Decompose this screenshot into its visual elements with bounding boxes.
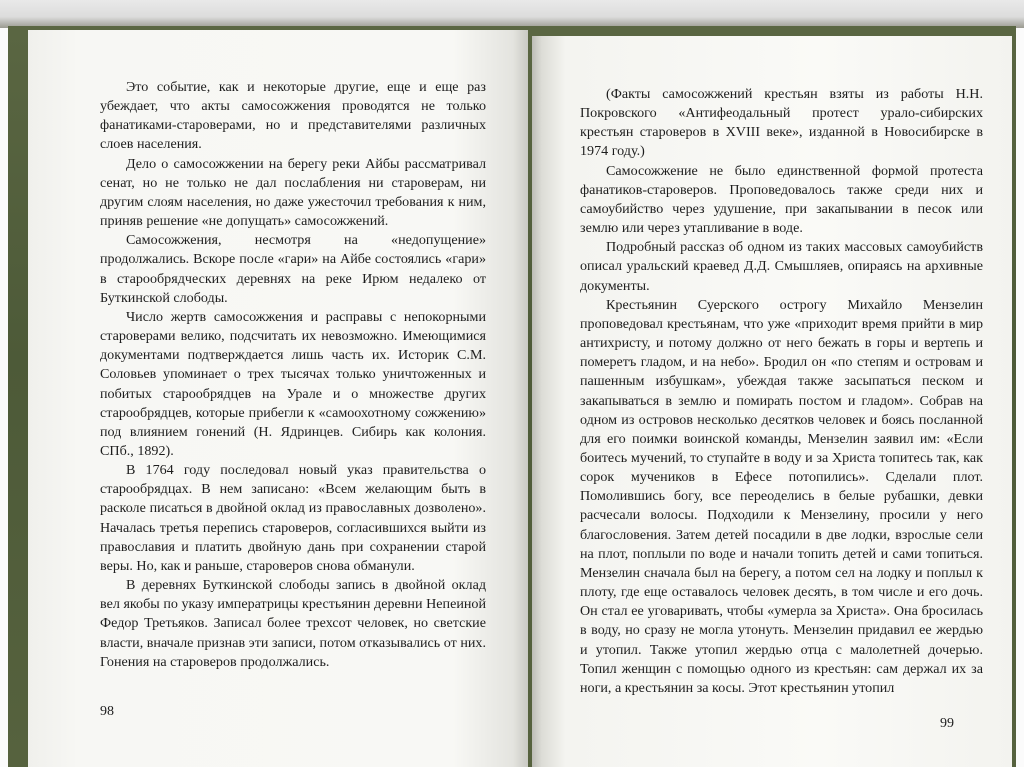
right-page [532, 36, 1012, 767]
left-paragraph-1: Это событие, как и некоторые другие, еще и еще раз убеждает, что акты самосожжения проводятся не только фанатиками-староверами, но и представителями различных слоев населения. [100, 79, 486, 153]
left-paragraph-2: Дело о самосожжении на берегу реки Айбы рассматривал сенат, но не только не дал послабления ни староверам, ни другим слоям населения, но даже ужесточил требования к ним, приняв решение «не допущать» самосожжений. [100, 155, 486, 230]
left-page-text [100, 78, 486, 672]
left-paragraph-4: Число жертв самосожжения и расправы с непокорными староверами велико, подсчитать их невозможно. Имеющимися документами подтверждается лишь часть их. Историк С.М. Соловьев упоминает о трех тысячах только уничтоженных и побитых старообрядцев на Урале и о множестве других старообрядцев, которые прибегли к «самоохотному сожжению» под влиянием гонений (Н. Ядринцев. Сибирь как колония. СПб., 1892). [100, 308, 486, 459]
left-page-number: 98 [100, 704, 114, 719]
right-paragraph-3: Подробный рассказ об одном из таких массовых самоубийств описал уральский краевед Д.Д. Смышляев, опираясь на архивные документы. [580, 239, 983, 294]
top-shadow [0, 0, 1024, 28]
left-page [28, 30, 528, 767]
right-paragraph-2: Самосожжение не было единственной формой протеста фанатиков-староверов. Проповедовалось также среди них и самоубийство через удушение, при закапывании в песок или землю или через утапливание в воде. [580, 162, 983, 237]
right-paragraph-4: Крестьянин Суерского острогу Михайло Мензелин проповедовал крестьянам, что уже «приходит время прийти в мир антихристу, и потому должно от него бежать в горы и вертепь и померетъ гладом, и на небо». Бродил он «по степям и островам и пашенным избушкам», убеждая также засыпаться песком и закапываться в землю и помирать постом и гладом». Собрав на одном из островов несколько десятков человек и боясь посланной для его поимки воинской команды, Мензелин заявил им: «Если боитесь мучений, то ступайте в воду и за Христа топитесь так, как сорок мучеников в Ефесе потопились». Сделали плот. Помолившись богу, все переоделись в белые рубашки, девки расчесали волосы. Подходили к Мензелину, просили у него благословения. Затем детей посадили в две лодки, взрослые сели на плот, поплыли по воде и начали топить детей и сами топиться. Мензелин сначала был на берегу, а потом сел на лодку и поплыл к плоту, где еще оставалось человек десять, в том числе и его дочь. Он стал ее уговаривать, чтобы «умерла за Христа». Она бросилась в воду, но сразу не могла утонуть. Мензелин придавил ее жердью и утопил. Также утопил жердью отца с малолетней дочерью. Топил женщин с помощью одного из крестьян: сам держал их за ноги, а крестьянин за косы. Этот крестьянин утопил [580, 296, 983, 696]
left-paragraph-5: В 1764 году последовал новый указ правительства о старообрядцах. В нем записано: «Всем желающим быть в расколе писаться в двойной оклад из православных дозволено». Началась третья перепись староверов, согласившихся выйти из православия и платить двойную дань при сохранении старой веры. Но, как и раньше, староверов снова обманули. [100, 462, 486, 574]
right-page-number: 99 [940, 716, 954, 731]
right-page-text [580, 85, 983, 698]
right-paragraph-1: (Факты самосожжений крестьян взяты из работы Н.Н. Покровского «Антифеодальный протест урало-сибирских крестьян староверов в XVIII веке», изданной в Новосибирске в 1974 году.) [580, 86, 983, 160]
left-paragraph-3: Самосожжения, несмотря на «недопущение» продолжались. Вскоре после «гари» на Айбе состоялись «гари» в старообрядческих деревнях на реке Ирюм недалеко от Буткинской слободы. [100, 232, 486, 306]
left-paragraph-6: В деревнях Буткинской слободы запись в двойной оклад вел якобы по указу императрицы крестьянин деревни Непеиной Федор Третьяков. Записал более трехсот человек, но светские власти, вначале признав эти записи, потом отказывались от них. Гонения на староверов продолжались. [100, 577, 486, 670]
